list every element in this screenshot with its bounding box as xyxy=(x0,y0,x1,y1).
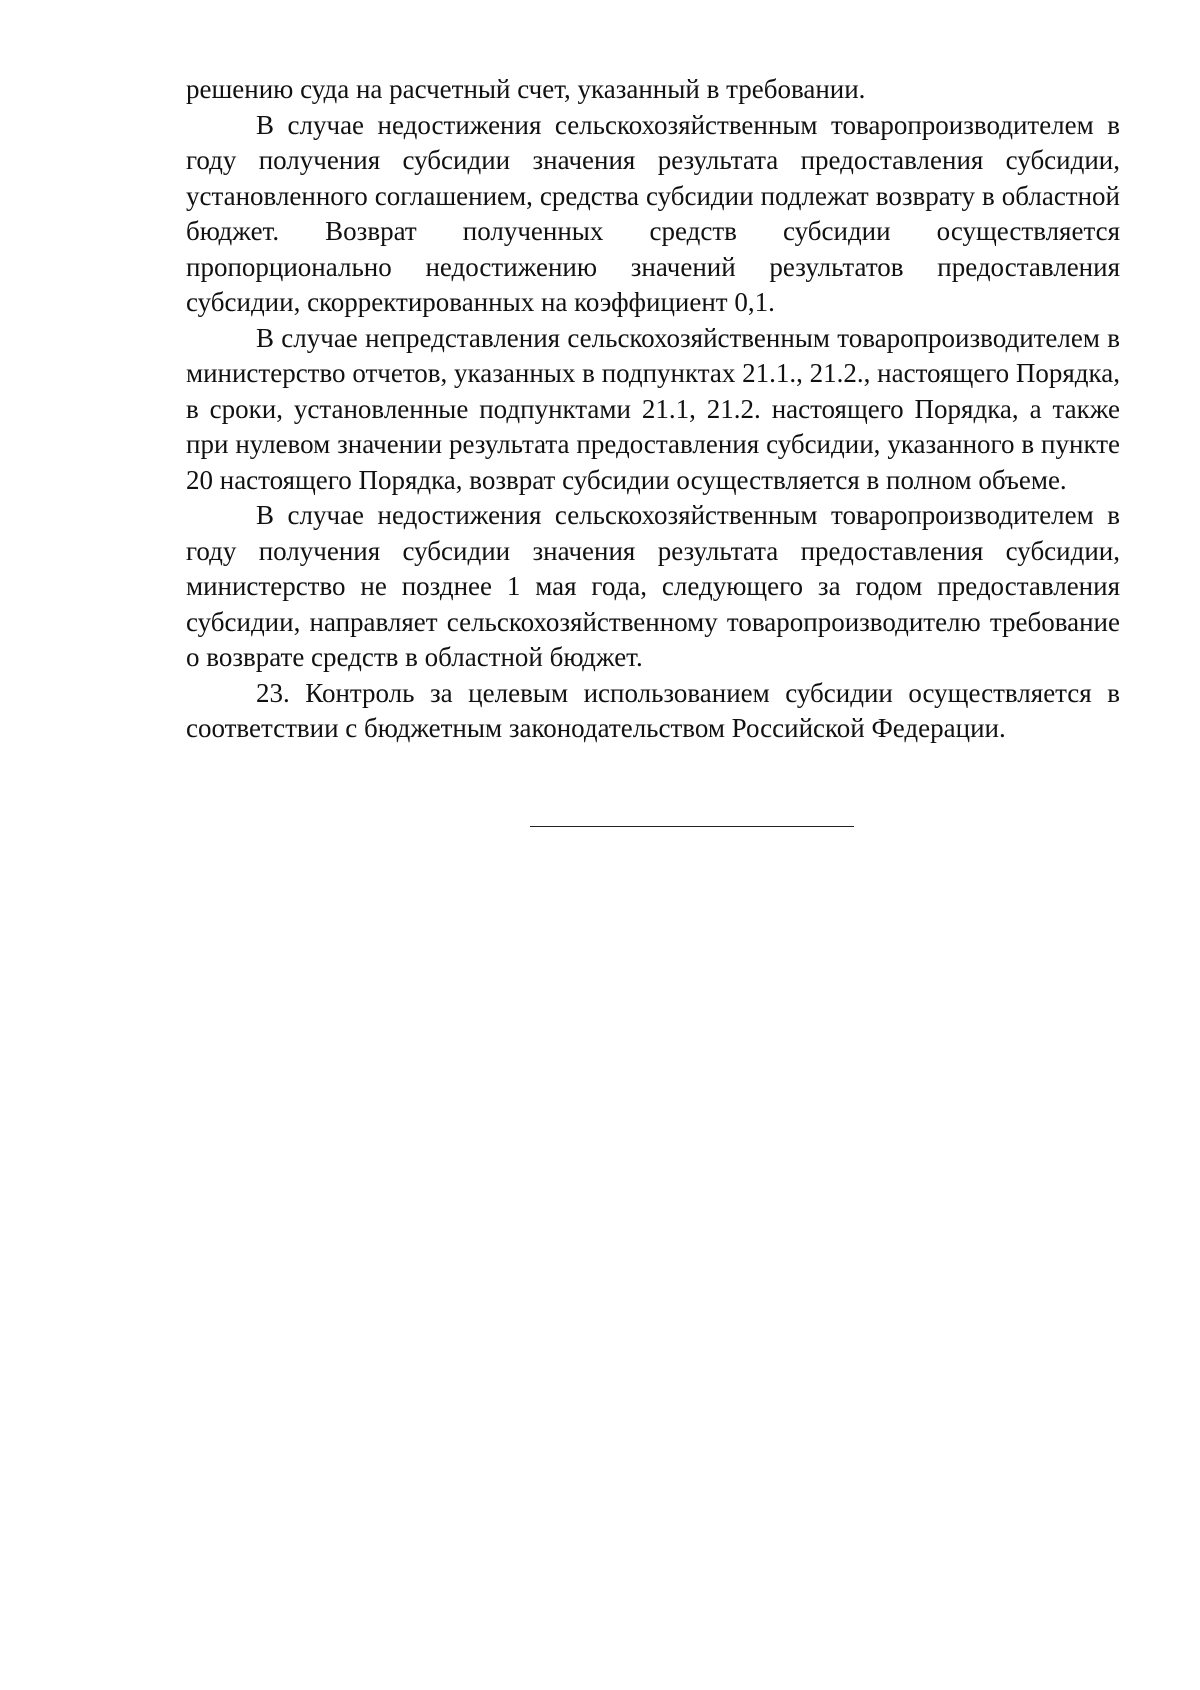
paragraph-return-requirement: В случае недостижения сельскохозяйственным товаропроизводителем в году получения субсидии значения результата предоставления субсидии, министерство не позднее 1 мая года, следующего за годом предоставления субсидии, направляет сельскохозяйственному товаропроизводителю требование о возврате средств в областной бюджет. xyxy=(186,500,1120,672)
paragraph-item-23-control: 23. Контроль за целевым использованием субсидии осуществляется в соответствии с бюджетным законодательством Российской Федерации. xyxy=(186,677,1120,743)
document-body xyxy=(186,72,1120,747)
paragraph-subsidy-return-partial: В случае недостижения сельскохозяйственным товаропроизводителем в году получения субсидии значения результата предоставления субсидии, установленного соглашением, средства субсидии подлежат возврату в областной бюджет. Возврат полученных средств субсидии осуществляется пропорционально недостижению значений результатов предоставления субсидии, скорректированных на коэффициент 0,1. xyxy=(186,109,1120,317)
paragraph-subsidy-return-full: В случае непредставления сельскохозяйственным товаропроизводителем в министерство отчетов, указанных в подпунктах 21.1., 21.2., настоящего Порядка, в сроки, установленные подпунктами 21.1, 21.2. настоящего Порядка, а также при нулевом значении результата предоставления субсидии, указанного в пункте 20 настоящего Порядка, возврат субсидии осуществляется в полном объеме. xyxy=(186,322,1120,495)
end-separator-line xyxy=(530,826,854,827)
paragraph-continuation: решению суда на расчетный счет, указанный в требовании. xyxy=(186,74,866,104)
